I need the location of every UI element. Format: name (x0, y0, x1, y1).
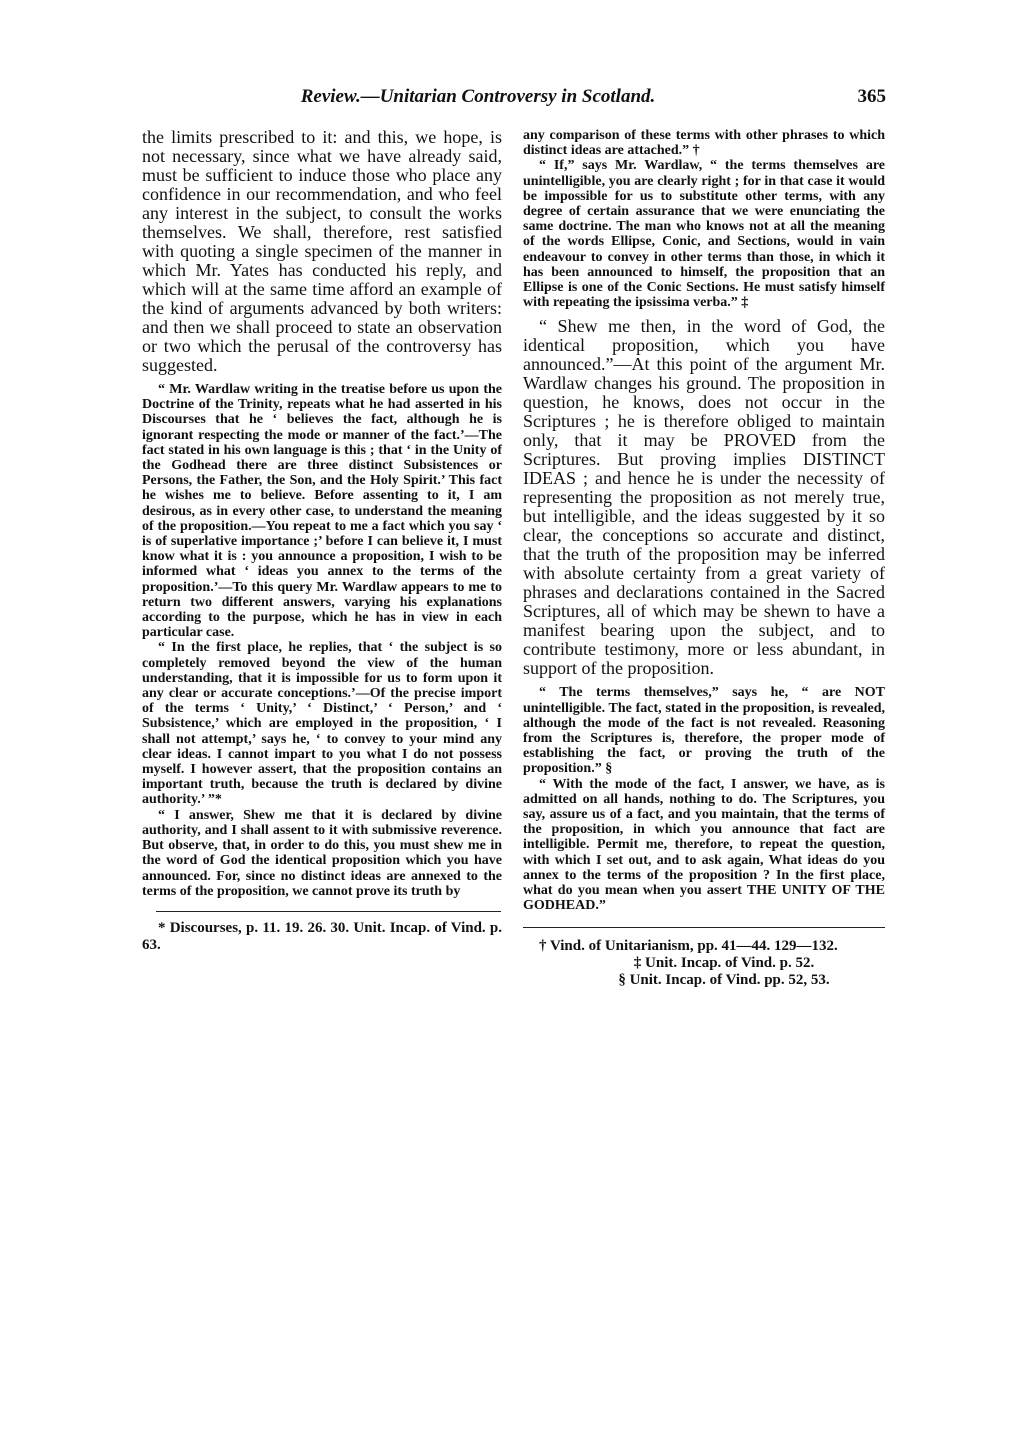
footnote: * Discourses, p. 11. 19. 26. 30. Unit. Incap. of Vind. p. 63. (142, 919, 502, 953)
block-quote: “ With the mode of the fact, I answer, we have, as is admitted on all hands, nothing to do. The Scriptures, you say, assure us of a fact, and you maintain, that the terms of the proposition, in which you announce that fact are intelligible. Permit me, therefore, to repeat the question, with which I set out, and to ask again, What ideas do you annex to the terms of the proposition ? In the first place, what do you mean when you assert THE UNITY OF THE GODHEAD.” (523, 776, 885, 914)
block-quote: “ If,” says Mr. Wardlaw, “ the terms themselves are unintelligible, you are clearly right ; for in that case it would be impossible for us to substitute other terms, with any degree of certain assurance that we were enunciating the same doctrine. The man who knows not at all the meaning of the words Ellipse, Conic, and Sections, would in vain endeavour to convey in other terms than those, in which it has been announced to himself, the proposition that an Ellipse is one of the Conic Sections. He must satisfy himself with repeating the ipsissima verba.” ‡ (523, 158, 885, 311)
running-head: Review.—Unitarian Controversy in Scotland. (300, 86, 656, 107)
footnote: † Vind. of Unitarianism, pp. 41—44. 129—132. (539, 938, 838, 955)
right-column (523, 128, 885, 989)
footnote-rule (523, 927, 885, 928)
block-quote: “ In the first place, he replies, that ‘ the subject is so completely removed beyond the view of the human understanding, that it is impossible for us to form upon it any clear or accurate conceptions.’—Of the precise import of the terms ‘ Unity,’ ‘ Distinct,’ ‘ Person,’ and ‘ Subsistence,’ which are employed in the proposition, ‘ I shall not attempt,’ says he, ‘ to convey to your mind any clear ideas. I cannot impart to you what I do not possess myself. I however assert, that the proposition contains an important truth, because the truth is declared by divine authority.’ ”* (142, 640, 502, 808)
body-paragraph: “ Shew me then, in the word of God, the identical proposition, which you have announced.”—At this point of the argument Mr. Wardlaw changes his ground. The proposition in question, he knows, does not occur in the Scriptures ; he is therefore obliged to maintain only, that it may be PROVED from the Scriptures. But proving implies DISTINCT IDEAS ; and hence he is under the necessity of representing the proposition as not merely true, but intelligible, and the ideas suggested by it so clear, the conceptions so accurate and distinct, that the truth of the proposition may be inferred with absolute certainty from a great variety of phrases and declarations contained in the Sacred Scriptures, all of which may be shewn to have a manifest bearing upon the subject, and to contribute testimony, more or less abundant, in support of the proposition. (523, 316, 885, 679)
footnote-rule (156, 911, 501, 912)
footnote: ‡ Unit. Incap. of Vind. p. 52. (633, 955, 815, 972)
left-column (142, 128, 502, 954)
block-quote: any comparison of these terms with other phrases to which distinct ideas are attached.” † (523, 128, 885, 159)
block-quote: “ I answer, Shew me that it is declared by divine authority, and I shall assent to it with submissive reverence. But observe, that, in order to do this, you must shew me in the word of God the identical proposition which you have announced. For, since no distinct ideas are annexed to the terms of the proposition, we cannot prove its truth by (142, 807, 502, 899)
page-number: 365 (857, 86, 886, 107)
block-quote: “ Mr. Wardlaw writing in the treatise before us upon the Doctrine of the Trinity, repeats what he had asserted in his Discourses that he ‘ believes the fact, although he is ignorant respecting the mode or manner of the fact.’—The fact stated in his own language is this ; that ‘ in the Unity of the Godhead there are three distinct Subsistences or Persons, the Father, the Son, and the Holy Spirit.’ This fact he wishes me to believe. Before assenting to it, I am desirous, as in every other case, to understand the meaning of the proposition.—You repeat to me a fact which you say ‘ is of superlative importance ;’ before I can believe it, I must know what it is : you announce a proposition, I wish to be informed what ‘ ideas you annex to the terms of the proposition.’—To this query Mr. Wardlaw appears to me to return two different answers, varying his explanations according to the purpose, which he has in view in each particular case. (142, 382, 502, 641)
block-quote: “ The terms themselves,” says he, “ are NOT unintelligible. The fact, stated in the proposition, is revealed, although the mode of the fact is not revealed. Reasoning from the Scriptures is, therefore, the proper mode of establishing the fact, or proving the truth of the proposition.” § (523, 685, 885, 777)
body-paragraph: the limits prescribed to it: and this, we hope, is not necessary, since what we have already said, must be sufficient to induce those who place any confidence in our recommendation, and who feel any interest in the subject, to consult the works themselves. We shall, therefore, rest satisfied with quoting a single specimen of the manner in which Mr. Yates has conducted his reply, and which will at the same time afford an example of the kind of arguments advanced by both writers: and then we shall proceed to state an observation or two which the perusal of the controversy has suggested. (142, 127, 502, 375)
footnote: § Unit. Incap. of Vind. pp. 52, 53. (618, 972, 830, 989)
page-header (140, 86, 886, 116)
